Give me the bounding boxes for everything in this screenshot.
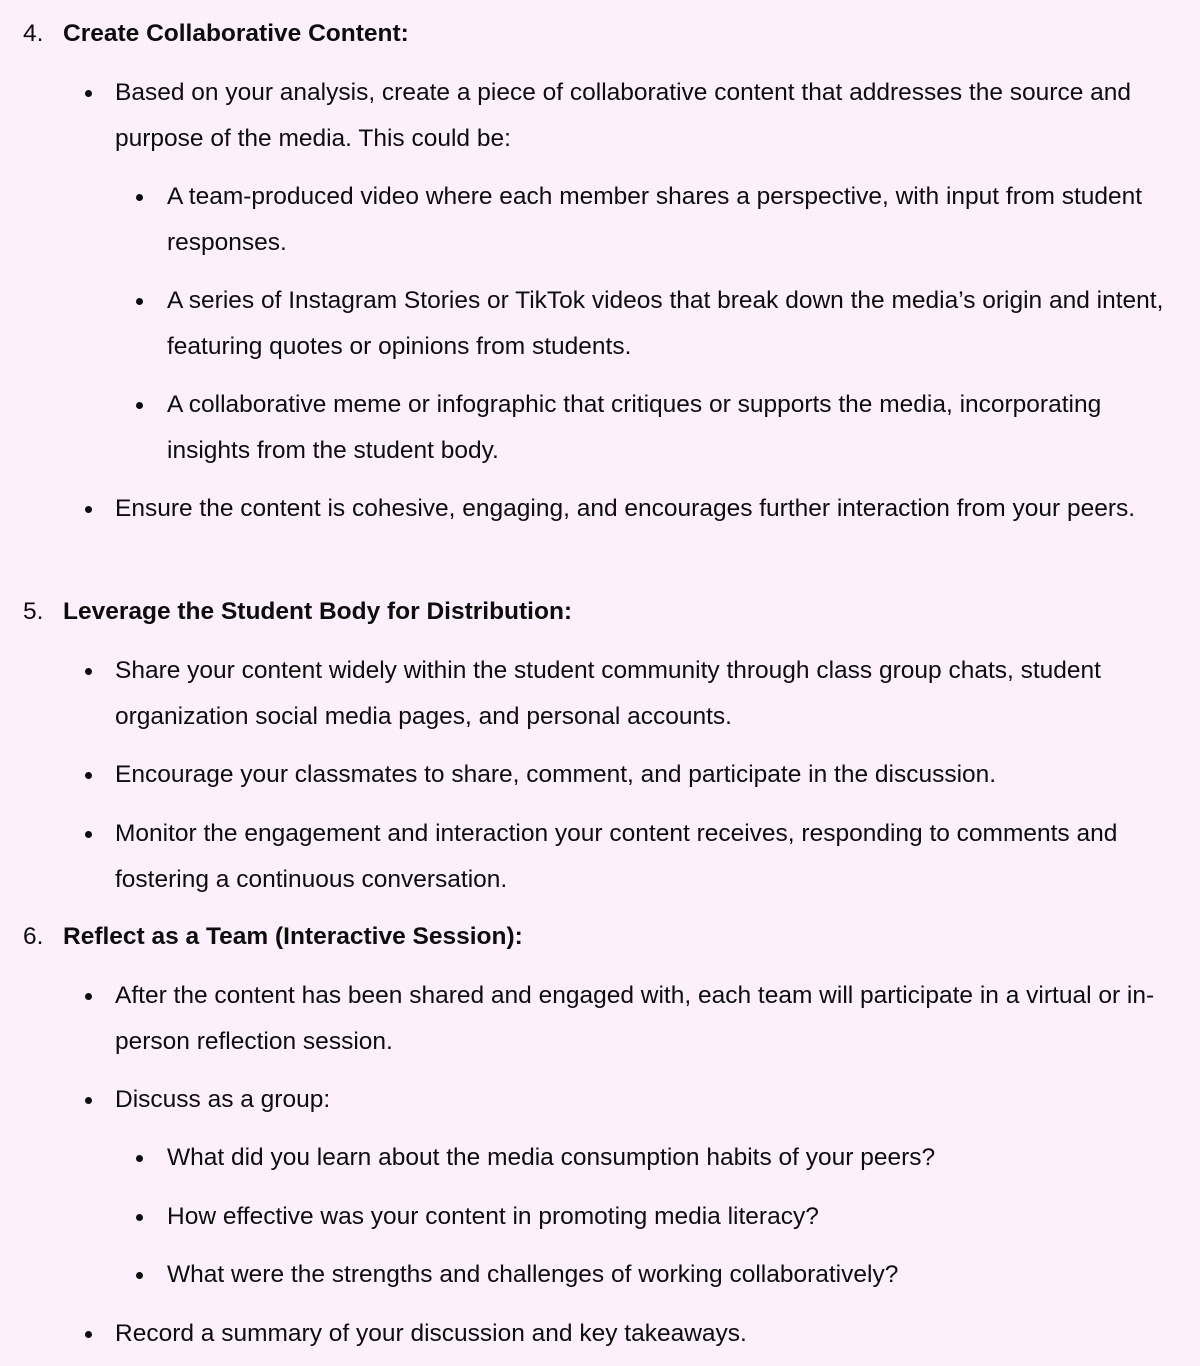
list-item-text: What were the strengths and challenges of working collaboratively? (167, 1261, 899, 1288)
bullet-icon (85, 1331, 92, 1338)
list-item-text: Monitor the engagement and interaction your content receives, responding to comments and fostering a continuous conversation. (115, 820, 1118, 893)
step-number: 5. (23, 598, 44, 625)
bullet-icon (136, 1214, 143, 1221)
step-title: Reflect as a Team (Interactive Session): (63, 923, 523, 950)
bullet-icon (136, 194, 143, 201)
list-item-text: Based on your analysis, create a piece of collaborative content that addresses the source and purpose of the media. This could be: (115, 79, 1132, 152)
bullet-icon (136, 402, 143, 409)
list-item-text: How effective was your content in promoting media literacy? (167, 1203, 819, 1230)
list-item-text: Ensure the content is cohesive, engaging, and encourages further interaction from your peers. (115, 495, 1136, 522)
list-item-text: Encourage your classmates to share, comment, and participate in the discussion. (115, 761, 997, 788)
bullet-icon (85, 993, 92, 1000)
list-item-text: After the content has been shared and engaged with, each team will participate in a virtual or in-person reflection session. (115, 982, 1155, 1055)
list-item-text: A series of Instagram Stories or TikTok videos that break down the media’s origin and intent, featuring quotes or opinions from students. (167, 287, 1164, 360)
bullet-icon (85, 90, 92, 97)
bullet-icon (136, 298, 143, 305)
step-number: 4. (23, 20, 44, 47)
list-item-text: What did you learn about the media consumption habits of your peers? (167, 1144, 936, 1171)
bullet-icon (136, 1155, 143, 1162)
step-title: Leverage the Student Body for Distribution: (63, 598, 573, 625)
bullet-icon (85, 668, 92, 675)
bullet-icon (85, 831, 92, 838)
bullet-icon (85, 506, 92, 513)
step-number: 6. (23, 923, 44, 950)
list-item-text: Share your content widely within the student community through class group chats, student organization social media pages, and personal accounts. (115, 657, 1101, 730)
bullet-icon (85, 1097, 92, 1104)
step-title: Create Collaborative Content: (63, 20, 409, 47)
list-item-text: A team-produced video where each member shares a perspective, with input from student responses. (167, 183, 1143, 256)
list-item-text: Record a summary of your discussion and key takeaways. (115, 1320, 747, 1347)
list-item-text: Discuss as a group: (115, 1086, 331, 1113)
bullet-icon (136, 1272, 143, 1279)
bullet-icon (85, 772, 92, 779)
list-item-text: A collaborative meme or infographic that critiques or supports the media, incorporating insights from the student body. (167, 391, 1102, 464)
